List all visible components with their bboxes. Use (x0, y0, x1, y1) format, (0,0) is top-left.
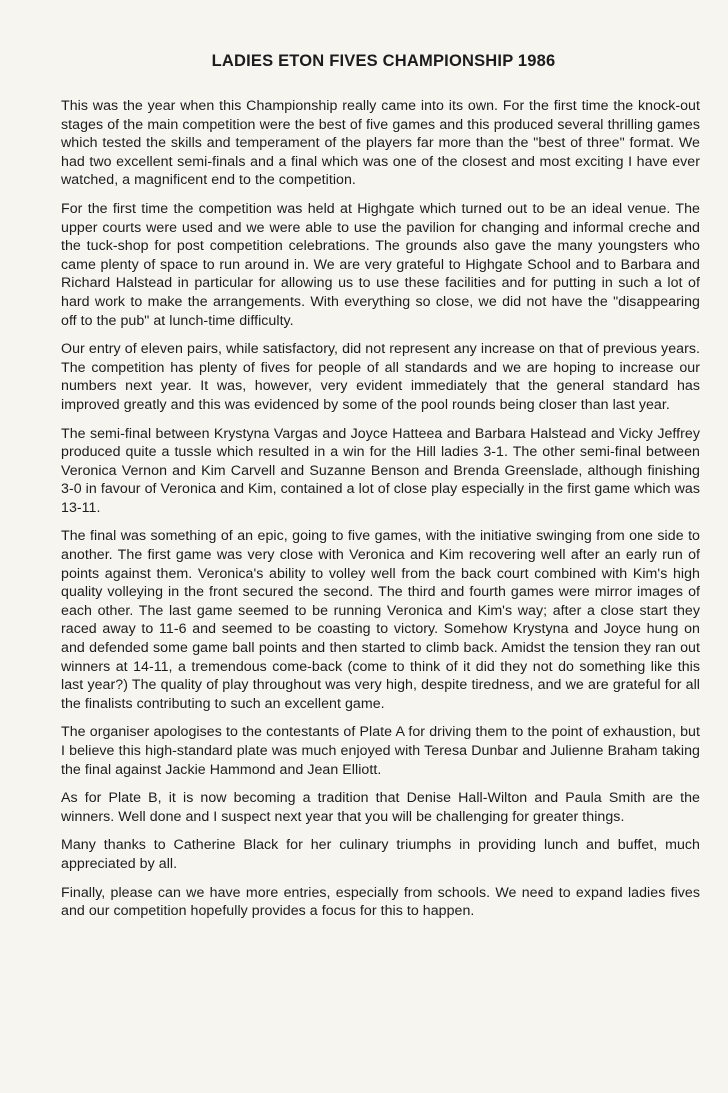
paragraph-entry: Our entry of eleven pairs, while satisfactory, did not represent any increase on that of previous years. The competition has plenty of fives for people of all standards and we are hoping to increase our numbers next year. It was, however, very evident immediately that the general standard has improved greatly and this was evidenced by some of the pool rounds being closer than last year. (61, 341, 700, 413)
paragraph-plate-a: The organiser apologises to the contestants of Plate A for driving them to the point of exhaustion, but I believe this high-standard plate was much enjoyed with Teresa Dunbar and Julienne Braham taking the final against Jackie Hammond and Jean Elliott. (61, 724, 700, 778)
paragraph-venue: For the first time the competition was held at Highgate which turned out to be an ideal venue. The upper courts were used and we were able to use the pavilion for changing and informal creche and the tuck-shop for post competition celebrations. The grounds also gave the many youngsters who came plenty of space to run around in. We are very grateful to Highgate School and to Barbara and Richard Halstead in particular for allowing us to use these facilities and for putting in such a lot of hard work to make the arrangements. With everything so close, we did not have the "disappearing off to the pub" at lunch-time difficulty. (61, 200, 700, 329)
page-title: LADIES ETON FIVES CHAMPIONSHIP 1986 (211, 52, 556, 70)
paragraph-closing: Finally, please can we have more entries, especially from schools. We need to expand ladies fives and our competition hopefully provides a focus for this to happen. (61, 884, 700, 920)
paragraph-final: The final was something of an epic, going to five games, with the initiative swinging from one side to another. The first game was very close with Veronica and Kim recovering well after an early run of points against them. Veronica's ability to volley well from the back court combined with Kim's high quality volleying in the front secured the second. The third and fourth games were mirror images of each other. The last game seemed to be running Veronica and Kim's way; after a close start they raced away to 11-6 and seemed to be coasting to victory. Somehow Krystyna and Joyce hung on and defended some game ball points and then started to climb back. Amidst the tension they ran out winners at 14-11, a tremendous come-back (come to think of it did they not do something like this last year?) The quality of play throughout was very high, despite tiredness, and we are grateful for all the finalists contributing to such an excellent game. (61, 528, 700, 712)
paragraph-semi-finals: The semi-final between Krystyna Vargas and Joyce Hatteea and Barbara Halstead and Vicky Jeffrey produced quite a tussle which resulted in a win for the Hill ladies 3-1. The other semi-final between Veronica Vernon and Kim Carvell and Suzanne Benson and Brenda Greenslade, although finishing 3-0 in favour of Veronica and Kim, contained a lot of close play especially in the first game which was 13-11. (61, 425, 700, 516)
paragraph-plate-b: As for Plate B, it is now becoming a tradition that Denise Hall-Wilton and Paula Smith are the winners. Well done and I suspect next year that you will be challenging for greater things. (61, 790, 700, 825)
paragraph-thanks: Many thanks to Catherine Black for her culinary triumphs in providing lunch and buffet, much appreciated by all. (61, 837, 700, 872)
paragraph-intro: This was the year when this Championship really came into its own. For the first time the knock-out stages of the main competition were the best of five games and this produced several thrilling games which tested the skills and temperament of the players far more than the "best of three" format. We had two excellent semi-finals and a final which was one of the closest and most exciting I have ever watched, a magnificent end to the competition. (61, 98, 700, 189)
